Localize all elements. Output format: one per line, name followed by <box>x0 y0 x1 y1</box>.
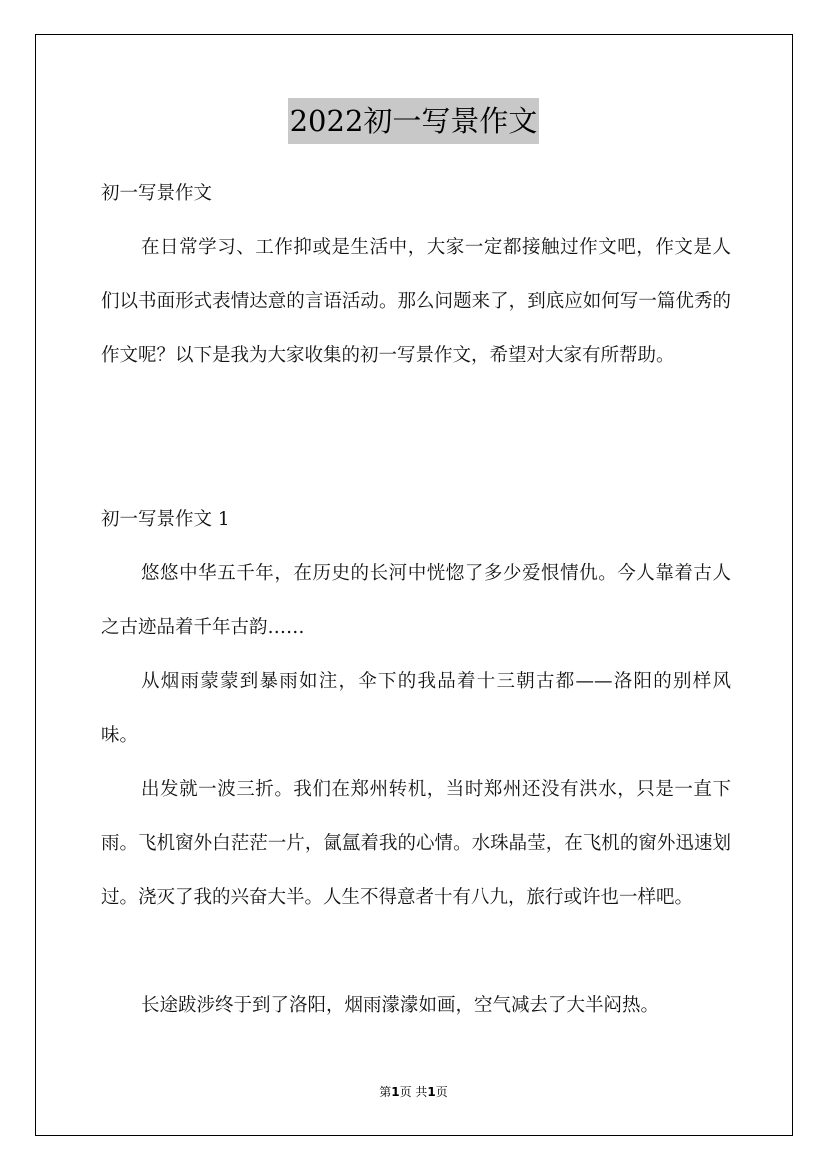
section-heading-1: 初一写景作文 1 <box>101 509 230 530</box>
footer-prefix: 第 <box>379 1085 392 1099</box>
body-paragraph-1: 悠悠中华五千年，在历史的长河中恍惚了多少爱恨情仇。今人靠着古人之古迹品着千年古韵…… <box>101 563 731 638</box>
body-paragraph-3: 出发就一波三折。我们在郑州转机，当时郑州还没有洪水，只是一直下雨。飞机窗外白茫茫一片，氤氲着我的心情。水珠晶莹，在飞机的窗外迅速划过。浇灭了我的兴奋大半。人生不得意者十有八九，旅行或许也一样吧。 <box>101 779 731 908</box>
footer-total-pages: 1 <box>427 1085 436 1099</box>
section-heading-intro: 初一写景作文 <box>101 183 213 204</box>
document-title <box>0 98 827 144</box>
body-paragraph-2: 从烟雨蒙蒙到暴雨如注，伞下的我品着十三朝古都——洛阳的别样风味。 <box>101 671 731 746</box>
body-paragraph-4: 长途跋涉终于到了洛阳，烟雨濛濛如画，空气减去了大半闷热。 <box>141 995 660 1016</box>
page-footer <box>0 1083 827 1100</box>
intro-paragraph: 在日常学习、工作抑或是生活中，大家一定都接触过作文吧，作文是人们以书面形式表情达意的言语活动。那么问题来了，到底应如何写一篇优秀的作文呢？以下是我为大家收集的初一写景作文，希望对大家有所帮助。 <box>101 237 731 366</box>
document-title-text: 2022初一写景作文 <box>288 98 540 144</box>
footer-suffix: 页 <box>435 1085 448 1099</box>
footer-mid: 页 共 <box>399 1085 428 1099</box>
footer-page-number: 1 <box>391 1085 400 1099</box>
